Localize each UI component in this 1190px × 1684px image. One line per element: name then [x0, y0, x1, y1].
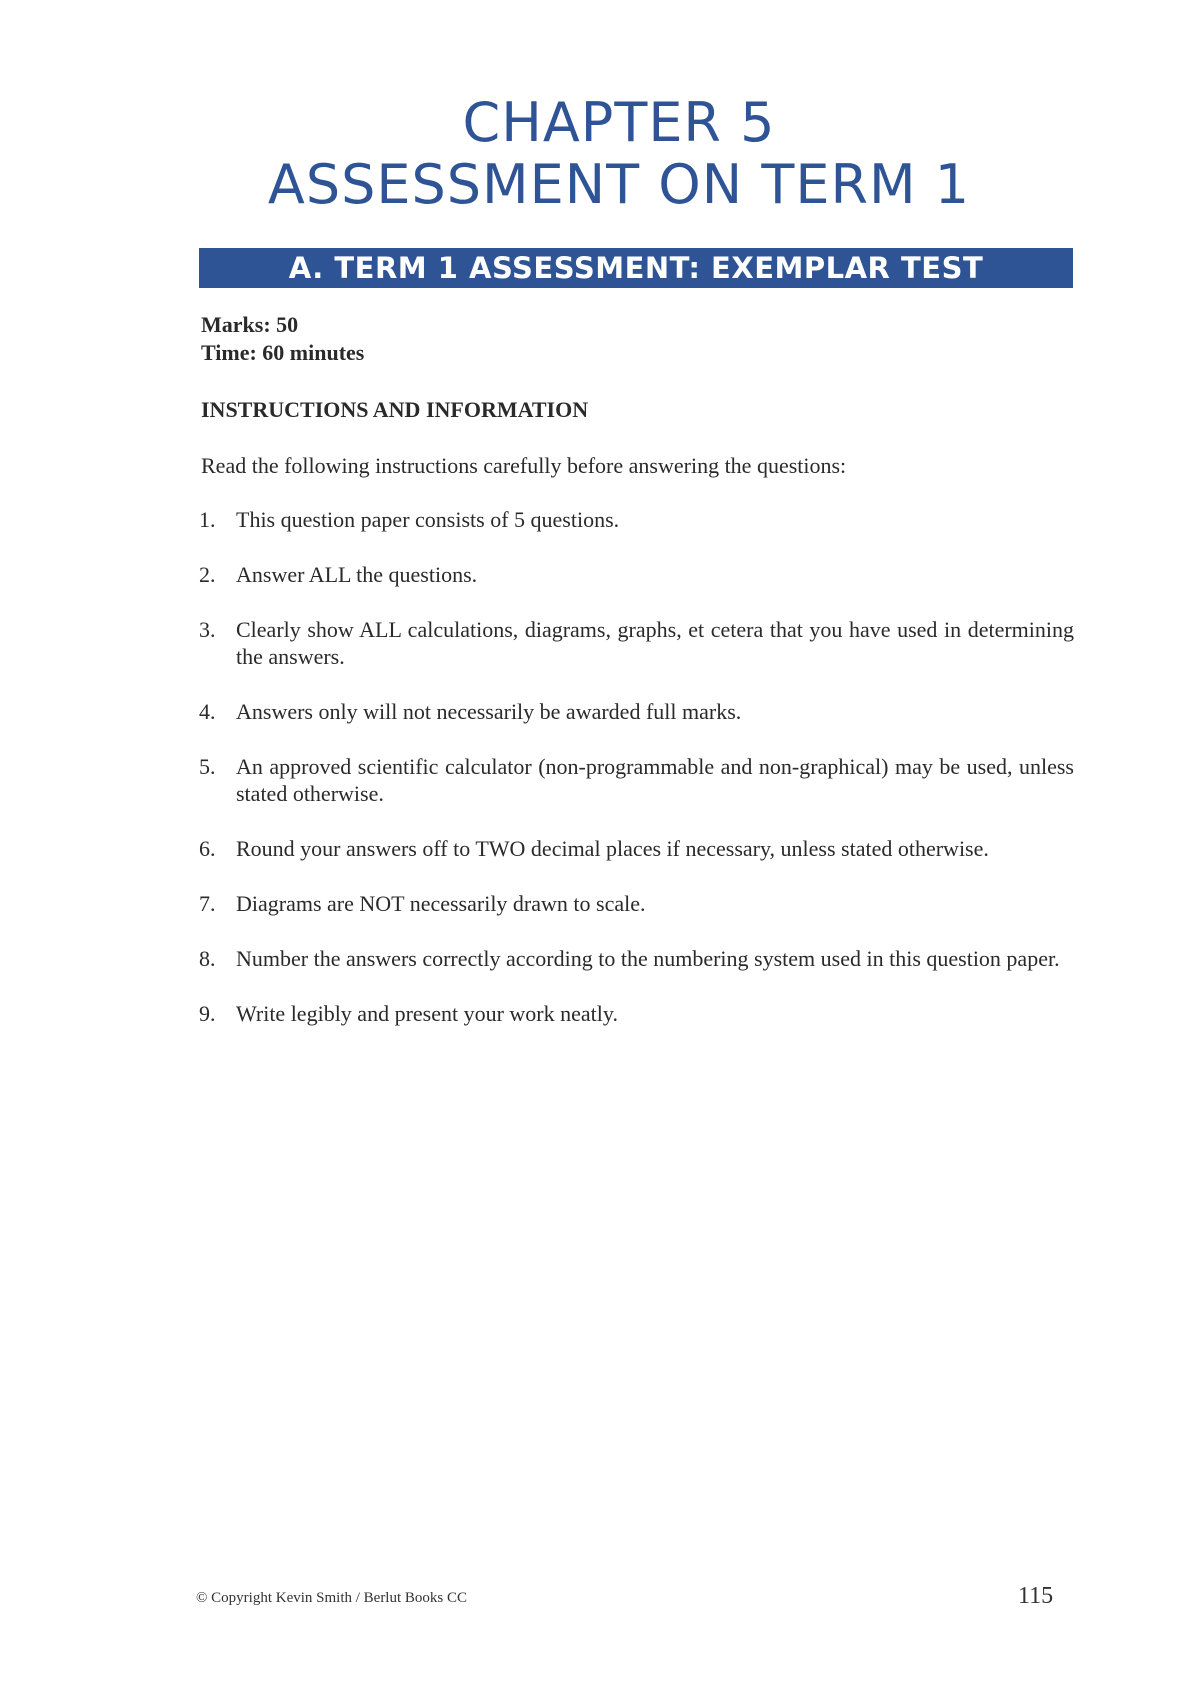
section-banner: A. TERM 1 ASSESSMENT: EXEMPLAR TEST	[199, 248, 1073, 288]
item-text: Round your answers off to TWO decimal places if necessary, unless stated otherwise.	[236, 836, 989, 861]
instructions-list	[199, 506, 1074, 1055]
list-item	[199, 945, 1074, 972]
item-number: 6.	[199, 836, 216, 861]
list-item	[199, 616, 1074, 670]
list-item	[199, 561, 1074, 588]
time-label: Time: 60 minutes	[201, 340, 365, 365]
list-item	[199, 753, 1074, 807]
list-item	[199, 890, 1074, 917]
item-text: Answer ALL the questions.	[236, 562, 478, 587]
item-number: 9.	[199, 1001, 216, 1026]
item-number: 1.	[199, 507, 216, 532]
list-item	[199, 835, 1074, 862]
item-number: 2.	[199, 562, 216, 587]
item-text: This question paper consists of 5 questions.	[236, 507, 620, 532]
item-text: Diagrams are NOT necessarily drawn to scale.	[236, 891, 646, 916]
chapter-number: CHAPTER 5	[462, 91, 776, 154]
item-number: 3.	[199, 617, 216, 642]
item-number: 7.	[199, 891, 216, 916]
instructions-heading: INSTRUCTIONS AND INFORMATION	[201, 397, 589, 422]
instructions-intro: Read the following instructions carefully before answering the questions:	[201, 453, 847, 478]
item-number: 4.	[199, 699, 216, 724]
list-item	[199, 698, 1074, 725]
chapter-subtitle: ASSESSMENT ON TERM 1	[267, 153, 971, 216]
list-item	[199, 506, 1074, 533]
list-item	[199, 1000, 1074, 1027]
item-text: Clearly show ALL calculations, diagrams, graphs, et cetera that you have used in determining the answers.	[236, 617, 1074, 669]
item-text: Write legibly and present your work neatly.	[236, 1001, 618, 1026]
test-meta	[201, 311, 364, 367]
item-number: 8.	[199, 946, 216, 971]
marks-label: Marks: 50	[201, 312, 299, 337]
item-number: 5.	[199, 754, 216, 779]
item-text: Answers only will not necessarily be awarded full marks.	[236, 699, 742, 724]
item-text: Number the answers correctly according to the numbering system used in this question paper.	[236, 946, 1060, 971]
item-text: An approved scientific calculator (non-programmable and non-graphical) may be used, unless stated otherwise.	[236, 754, 1074, 806]
page-number: 115	[1018, 1583, 1054, 1609]
footer-copyright: © Copyright Kevin Smith / Berlut Books CC	[196, 1590, 467, 1606]
chapter-title	[0, 92, 1190, 216]
